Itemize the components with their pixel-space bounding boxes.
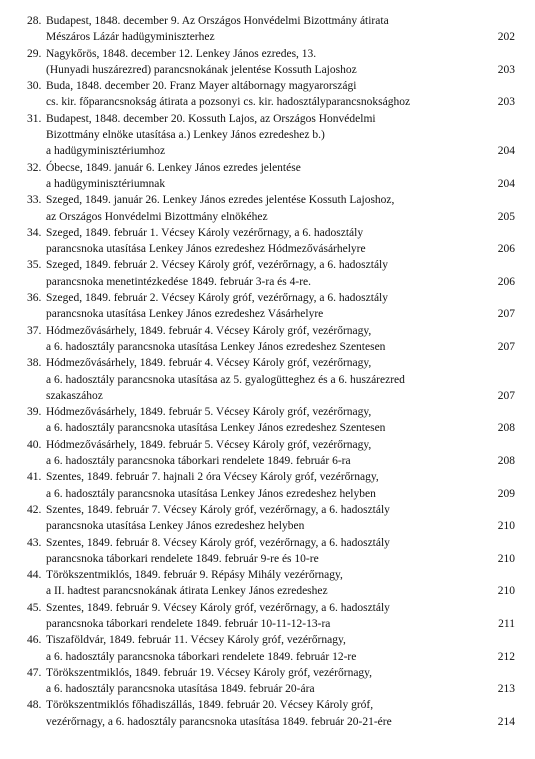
toc-entry-line	[27, 192, 515, 208]
toc-entry	[27, 160, 515, 193]
entry-text: Nagykőrös, 1848. december 12. Lenkey János ezredes, 13.	[46, 47, 317, 60]
entry-text: Hódmezővásárhely, 1849. február 5. Vécsey Károly gróf, vezérőrnagy,	[46, 438, 372, 451]
toc-entry-line	[27, 697, 515, 713]
entry-text: Szeged, 1849. február 1. Vécsey Károly vezérőrnagy, a 6. hadosztály	[46, 226, 364, 239]
entry-text: vezérőrnagy, a 6. hadosztály parancsnoka utasítása 1849. február 20-21-ére	[46, 715, 392, 728]
entry-text: szakaszához	[46, 389, 103, 402]
entry-text: Bizottmány elnöke utasítása a.) Lenkey János ezredeshez b.)	[46, 129, 325, 142]
entry-text: Szentes, 1849. február 7. hajnali 2 óra Vécsey Károly gróf, vezérőrnagy,	[46, 471, 379, 484]
toc-entry-line	[27, 535, 515, 551]
toc-entry-line	[27, 420, 515, 436]
page-number: 207	[497, 340, 515, 353]
toc-entry-line	[27, 13, 515, 29]
toc-entry	[27, 697, 515, 730]
page-number: 207	[497, 389, 515, 402]
toc-entry-line	[27, 143, 515, 159]
toc-entry-line	[27, 306, 515, 322]
entry-number: 42.	[27, 503, 42, 516]
toc-entry	[27, 111, 515, 160]
toc-entry-line	[27, 78, 515, 94]
toc-entry	[27, 469, 515, 502]
entry-text: Törökszentmiklós, 1849. február 9. Répásy Mihály vezérőrnagy,	[46, 569, 343, 582]
toc-entry-line	[27, 111, 515, 127]
toc-entry-line	[27, 241, 515, 257]
toc-entry-line	[27, 714, 515, 730]
entry-text: Szeged, 1849. február 2. Vécsey Károly gróf, vezérőrnagy, a 6. hadosztály	[46, 259, 388, 272]
toc-entry	[27, 323, 515, 356]
entry-text: Budapest, 1848. december 9. Az Országos Honvédelmi Bizottmány átirata	[46, 15, 389, 27]
entry-number: 47.	[27, 666, 42, 679]
page-number: 210	[497, 585, 515, 598]
toc-entry-line	[27, 257, 515, 273]
entry-number: 40.	[27, 438, 42, 451]
page-number: 206	[497, 275, 515, 288]
page-number: 214	[497, 715, 515, 728]
entry-number: 29.	[27, 47, 42, 60]
entry-number: 37.	[27, 324, 42, 337]
page-number: 203	[497, 63, 515, 76]
page-number: 202	[497, 31, 515, 44]
entry-text: Buda, 1848. december 20. Franz Mayer altábornagy magyarországi	[46, 80, 357, 93]
entry-text: parancsnoka utasítása Lenkey János ezredeshez Vásárhelyre	[46, 308, 324, 321]
entry-text: Törökszentmiklós főhadiszállás, 1849. február 20. Vécsey Károly gróf,	[46, 699, 374, 712]
entry-text: Szeged, 1849. február 2. Vécsey Károly gróf, vezérőrnagy, a 6. hadosztály	[46, 292, 388, 305]
entry-text: Szentes, 1849. február 9. Vécsey Károly gróf, vezérőrnagy, a 6. hadosztály	[46, 601, 390, 614]
toc-entry-line	[27, 46, 515, 62]
entry-text: parancsnoka utasítása Lenkey János ezredeshez Hódmezővásárhelyre	[46, 243, 366, 256]
entry-text: a hadügyminisztériumnak	[46, 177, 166, 190]
toc-entry	[27, 404, 515, 437]
entry-text: Tiszaföldvár, 1849. február 11. Vécsey Károly gróf, vezérőrnagy,	[46, 634, 346, 647]
toc-entry-line	[27, 518, 515, 534]
entry-number: 41.	[27, 471, 42, 484]
toc-entry	[27, 600, 515, 633]
table-of-contents	[27, 13, 515, 730]
toc-entry	[27, 665, 515, 698]
toc-entry-line	[27, 453, 515, 469]
entry-text: a 6. hadosztály parancsnoka utasítása Lenkey János ezredeshez helyben	[46, 487, 376, 500]
page-number: 209	[497, 487, 515, 500]
entry-number: 30.	[27, 80, 42, 93]
entry-text: parancsnoka táborkari rendelete 1849. február 9-re és 10-re	[46, 552, 319, 565]
entry-number: 34.	[27, 226, 42, 239]
toc-entry	[27, 437, 515, 470]
entry-text: a 6. hadosztály parancsnoka utasítása Lenkey János ezredeshez Szentesen	[46, 340, 386, 353]
toc-entry-line	[27, 290, 515, 306]
entry-text: Óbecse, 1849. január 6. Lenkey János ezredes jelentése	[46, 161, 301, 174]
toc-entry	[27, 225, 515, 258]
entry-number: 43.	[27, 536, 42, 549]
toc-entry-line	[27, 339, 515, 355]
toc-entry	[27, 535, 515, 568]
toc-entry	[27, 46, 515, 79]
toc-entry-line	[27, 649, 515, 665]
toc-entry-line	[27, 372, 515, 388]
toc-entry	[27, 290, 515, 323]
page-number: 208	[497, 455, 515, 468]
toc-entry-line	[27, 616, 515, 632]
page-number: 213	[497, 683, 515, 696]
entry-text: Hódmezővásárhely, 1849. február 4. Vécsey Károly gróf, vezérőrnagy,	[46, 357, 372, 370]
entry-number: 45.	[27, 601, 42, 614]
toc-entry-line	[27, 486, 515, 502]
toc-entry-line	[27, 94, 515, 110]
entry-number: 48.	[27, 699, 42, 712]
entry-text: a 6. hadosztály parancsnoka táborkari rendelete 1849. február 6-ra	[46, 455, 351, 468]
toc-entry-line	[27, 681, 515, 697]
page-number: 207	[497, 308, 515, 321]
toc-entry-line	[27, 551, 515, 567]
toc-entry-line	[27, 437, 515, 453]
page-number: 204	[497, 145, 515, 158]
page-number: 210	[497, 552, 515, 565]
toc-entry-line	[27, 355, 515, 371]
entry-text: a 6. hadosztály parancsnoka utasítása 1849. február 20-ára	[46, 683, 315, 696]
toc-entry	[27, 632, 515, 665]
entry-number: 33.	[27, 194, 42, 207]
page-number: 211	[498, 617, 515, 630]
entry-number: 28.	[27, 15, 42, 27]
toc-entry-line	[27, 225, 515, 241]
entry-text: parancsnoka menetintézkedése 1849. február 3-ra és 4-re.	[46, 275, 312, 288]
entry-number: 46.	[27, 634, 42, 647]
entry-number: 36.	[27, 292, 42, 305]
toc-entry-line	[27, 583, 515, 599]
entry-number: 39.	[27, 406, 42, 419]
toc-entry	[27, 13, 515, 46]
page-number: 210	[497, 520, 515, 533]
entry-text: Hódmezővásárhely, 1849. február 5. Vécsey Károly gróf, vezérőrnagy,	[46, 406, 372, 419]
toc-entry-line	[27, 274, 515, 290]
toc-entry	[27, 257, 515, 290]
entry-text: a II. hadtest parancsnokának átirata Lenkey János ezredeshez	[46, 585, 328, 598]
toc-entry-line	[27, 127, 515, 143]
toc-entry	[27, 78, 515, 111]
entry-text: Mészáros Lázár hadügyminiszterhez	[46, 31, 215, 44]
entry-text: a hadügyminisztériumhoz	[46, 145, 166, 158]
page-number: 212	[497, 650, 515, 663]
toc-entry-line	[27, 29, 515, 45]
toc-entry-line	[27, 404, 515, 420]
entry-text: Szentes, 1849. február 7. Vécsey Károly gróf, vezérőrnagy, a 6. hadosztály	[46, 503, 390, 516]
toc-entry-line	[27, 502, 515, 518]
entry-text: Budapest, 1848. december 20. Kossuth Lajos, az Országos Honvédelmi	[46, 112, 376, 125]
entry-text: Törökszentmiklós, 1849. február 19. Vécsey Károly gróf, vezérőrnagy,	[46, 666, 373, 679]
entry-text: cs. kir. főparancsnokság átirata a pozsonyi cs. kir. hadosztályparancsnoksághoz	[46, 96, 411, 109]
toc-entry-line	[27, 469, 515, 485]
toc-entry-line	[27, 388, 515, 404]
entry-text: Szeged, 1849. január 26. Lenkey János ezredes jelentése Kossuth Lajoshoz,	[46, 194, 395, 207]
toc-entry-line	[27, 632, 515, 648]
toc-entry-line	[27, 209, 515, 225]
toc-entry	[27, 567, 515, 600]
page-number: 206	[497, 243, 515, 256]
toc-entry	[27, 502, 515, 535]
toc-entry	[27, 355, 515, 404]
entry-text: a 6. hadosztály parancsnoka táborkari rendelete 1849. február 12-re	[46, 650, 357, 663]
entry-number: 38.	[27, 357, 42, 370]
entry-text: parancsnoka táborkari rendelete 1849. február 10-11-12-13-ra	[46, 617, 331, 630]
toc-entry-line	[27, 176, 515, 192]
entry-text: Hódmezővásárhely, 1849. február 4. Vécsey Károly gróf, vezérőrnagy,	[46, 324, 372, 337]
entry-number: 32.	[27, 161, 42, 174]
toc-entry-line	[27, 160, 515, 176]
toc-entry-line	[27, 665, 515, 681]
toc-entry-line	[27, 62, 515, 78]
page-number: 204	[497, 177, 515, 190]
toc-entry-line	[27, 323, 515, 339]
page-number: 205	[497, 210, 515, 223]
entry-text: a 6. hadosztály parancsnoka utasítása az 5. gyalogütteghez és a 6. huszárezred	[46, 373, 405, 386]
entry-number: 35.	[27, 259, 42, 272]
toc-entry	[27, 192, 515, 225]
page-number: 208	[497, 422, 515, 435]
entry-text: az Országos Honvédelmi Bizottmány elnökéhez	[46, 210, 268, 223]
entry-text: (Hunyadi huszárezred) parancsnokának jelentése Kossuth Lajoshoz	[46, 63, 357, 76]
page-number: 203	[497, 96, 515, 109]
entry-text: parancsnoka utasítása Lenkey János ezredeshez helyben	[46, 520, 305, 533]
entry-number: 44.	[27, 569, 42, 582]
toc-entry-line	[27, 567, 515, 583]
toc-entry-line	[27, 600, 515, 616]
entry-text: a 6. hadosztály parancsnoka utasítása Lenkey János ezredeshez Szentesen	[46, 422, 386, 435]
entry-number: 31.	[27, 112, 42, 125]
entry-text: Szentes, 1849. február 8. Vécsey Károly gróf, vezérőrnagy, a 6. hadosztály	[46, 536, 390, 549]
